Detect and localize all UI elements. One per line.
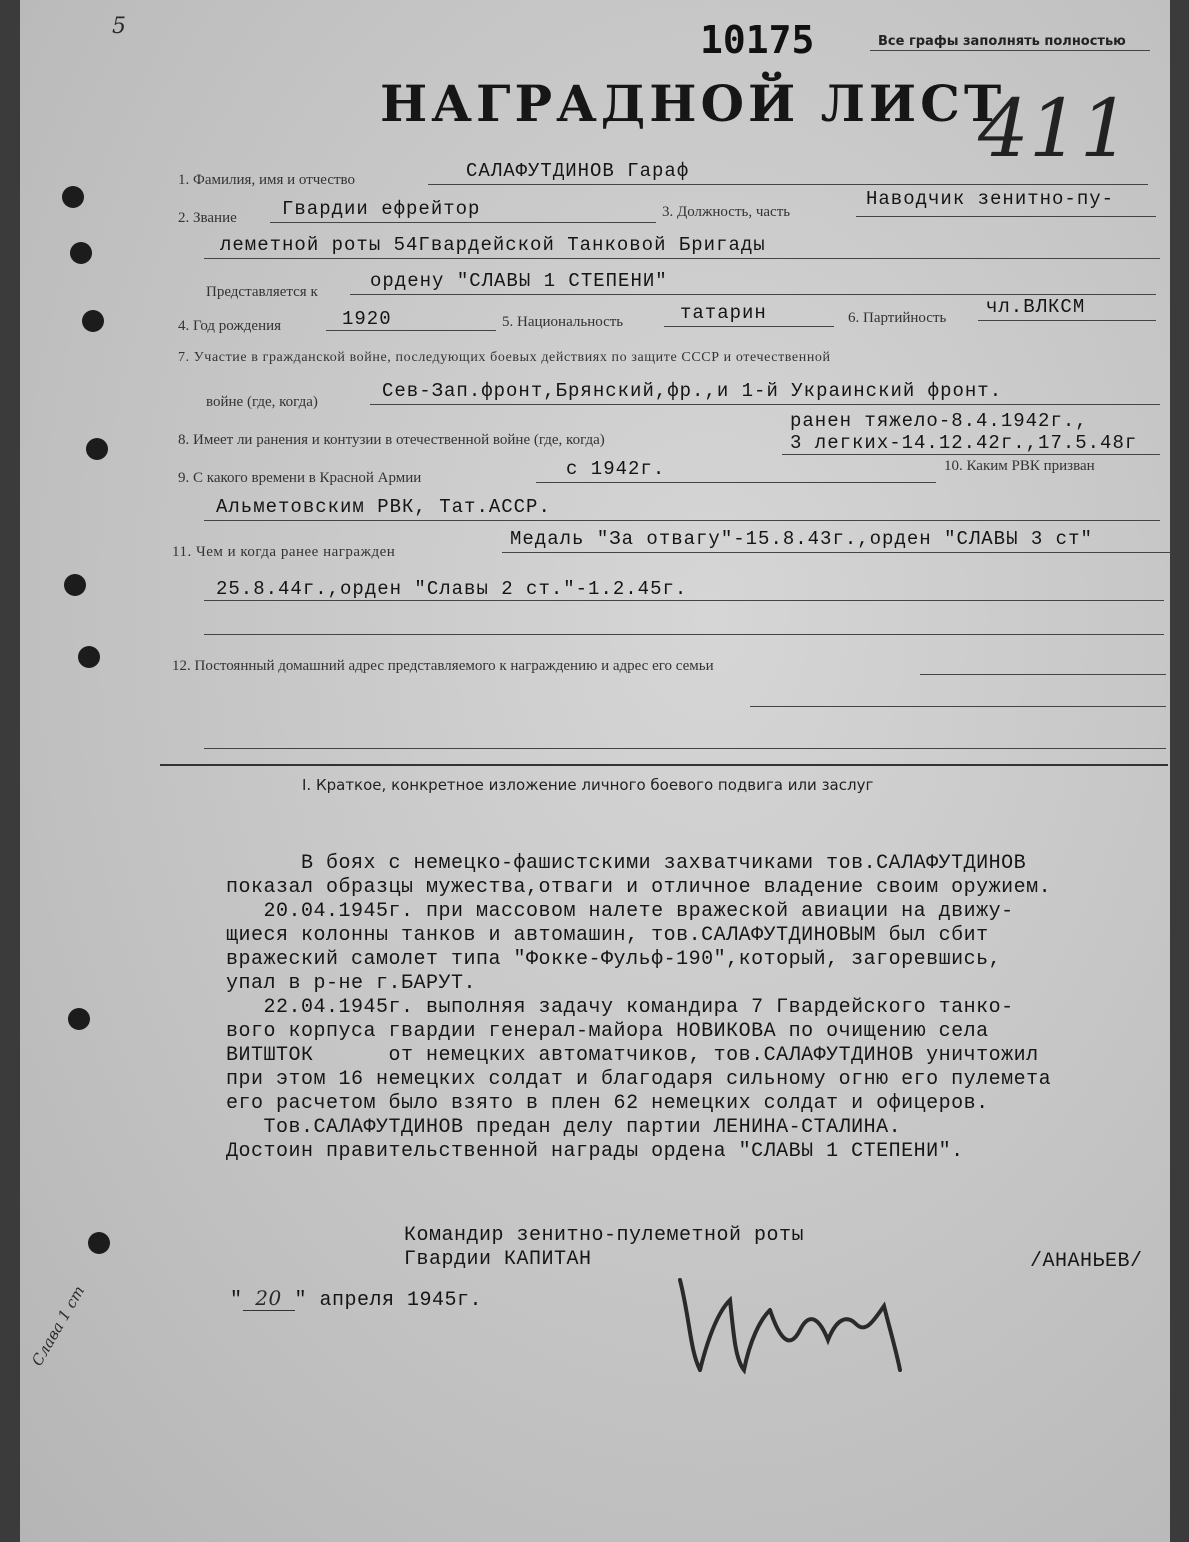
margin-note: Слава 1 ст <box>28 1282 89 1369</box>
field-8-line <box>782 454 1160 455</box>
presented-line <box>350 294 1156 295</box>
field-3-line-cont <box>204 258 1160 259</box>
presented-value: ордену "СЛАВЫ 1 СТЕПЕНИ" <box>370 270 668 292</box>
field-11-line-extra <box>204 634 1164 635</box>
field-6-value: чл.ВЛКСМ <box>986 296 1086 318</box>
fill-note-underline <box>870 50 1150 51</box>
field-11-line-cont <box>204 600 1164 601</box>
punch-hole <box>70 242 92 264</box>
field-5-value: татарин <box>680 302 767 324</box>
narrative-line: вражеский самолет типа "Фокке-Фульф-190",который, загоревшись, <box>226 948 1002 971</box>
narrative-line: вого корпуса гвардии генерал-майора НОВИКОВА по очищению села <box>226 1020 989 1043</box>
field-5-label: 5. Национальность <box>502 314 624 330</box>
field-4-label: 4. Год рождения <box>178 318 282 334</box>
field-8-value-cont: 3 легких-14.12.42г.,17.5.48г <box>790 432 1138 454</box>
punch-hole <box>78 646 100 668</box>
document-sheet <box>20 0 1170 1542</box>
punch-hole <box>68 1008 90 1030</box>
signature-rank: Гвардии КАПИТАН <box>404 1248 592 1271</box>
date-rest: " апреля 1945г. <box>294 1289 483 1312</box>
field-1-value: САЛАФУТДИНОВ Гараф <box>466 160 690 182</box>
narrative-line: В боях с немецко-фашистскими захватчиками тов.САЛАФУТДИНОВ <box>226 852 1027 875</box>
narrative-line: при этом 16 немецких солдат и благодаря сильному огню его пулемета <box>226 1068 1052 1091</box>
field-7-label-cont: войне (где, когда) <box>206 394 318 410</box>
field-3-value-cont: леметной роты 54Гвардейской Танковой Бригады <box>220 234 766 256</box>
corner-note: 5 <box>112 14 126 39</box>
field-11-value-cont: 25.8.44г.,орден "Славы 2 ст."-1.2.45г. <box>216 578 688 600</box>
section-title: I. Краткое, конкретное изложение личного боевого подвига или заслуг <box>302 776 874 794</box>
document-number: 10175 <box>700 18 815 62</box>
fill-note: Все графы заполнять полностью <box>878 34 1126 49</box>
field-9-line <box>536 482 936 483</box>
field-4-line <box>326 330 496 331</box>
punch-hole <box>82 310 104 332</box>
punch-hole <box>64 574 86 596</box>
presented-label: Представляется к <box>206 284 318 300</box>
field-7-label: 7. Участие в гражданской войне, последующих боевых действиях по защите СССР и отечественной <box>178 350 831 365</box>
field-2-value: Гвардии ефрейтор <box>282 198 481 220</box>
narrative-line: щиеся колонны танков и автомашин, тов.САЛАФУТДИНОВЫМ был сбит <box>226 924 989 947</box>
field-8-label: 8. Имеет ли ранения и контузии в отечественной войне (где, когда) <box>178 432 605 448</box>
field-3-label: 3. Должность, часть <box>662 204 791 220</box>
field-8-value: ранен тяжело-8.4.1942г., <box>790 410 1088 432</box>
narrative-line: показал образцы мужества,отваги и отличное владение своим оружием. <box>226 876 1052 899</box>
field-10-value: Альметовским РВК, Тат.АССР. <box>216 496 551 518</box>
field-7-line <box>370 404 1160 405</box>
handwritten-number: 411 <box>978 82 1131 175</box>
field-4-value: 1920 <box>342 308 392 330</box>
field-2-line <box>270 222 656 223</box>
field-12-line-2 <box>750 706 1166 707</box>
field-11-value: Медаль "За отвагу"-15.8.43г.,орден "СЛАВЫ 3 ст" <box>510 528 1093 550</box>
section-divider <box>160 764 1168 766</box>
narrative-line: 22.04.1945г. выполняя задачу командира 7 Гвардейского танко- <box>226 996 1014 1019</box>
field-11-line <box>502 552 1172 553</box>
field-10-line <box>204 520 1160 521</box>
handwritten-signature <box>660 1250 920 1390</box>
punch-hole <box>86 438 108 460</box>
narrative-line: упал в р-не г.БАРУТ. <box>226 972 477 995</box>
date-day: 20 <box>243 1286 295 1311</box>
field-9-label: 9. С какого времени в Красной Армии <box>178 470 422 486</box>
signature-date <box>230 1286 482 1312</box>
field-12-line-3 <box>204 748 1166 749</box>
field-6-line <box>978 320 1156 321</box>
narrative-line: ВИТШТОК от немецких автоматчиков, тов.САЛАФУТДИНОВ уничтожил <box>226 1044 1039 1067</box>
narrative-line: Достоин правительственной награды ордена "СЛАВЫ 1 СТЕПЕНИ". <box>226 1140 964 1163</box>
signature-title: Командир зенитно-пулеметной роты <box>404 1224 805 1247</box>
field-6-label: 6. Партийность <box>848 310 947 326</box>
field-5-line <box>664 326 834 327</box>
narrative-line: его расчетом было взято в плен 62 немецких солдат и офицеров. <box>226 1092 989 1115</box>
field-10-label: 10. Каким РВК призван <box>944 458 1095 474</box>
field-3-value: Наводчик зенитно-пу- <box>866 188 1115 210</box>
field-11-label: 11. Чем и когда ранее награжден <box>172 544 396 560</box>
signature-name: /АНАНЬЕВ/ <box>1030 1250 1143 1273</box>
document-title: НАГРАДНОЙ ЛИСТ <box>380 74 1006 133</box>
field-12-line <box>920 674 1166 675</box>
field-12-label: 12. Постоянный домашний адрес представляемого к награждению и адрес его семьи <box>172 658 714 674</box>
field-3-line <box>856 216 1156 217</box>
field-2-label: 2. Звание <box>178 210 237 226</box>
narrative-line: Тов.САЛАФУТДИНОВ предан делу партии ЛЕНИНА-СТАЛИНА. <box>226 1116 902 1139</box>
date-open-quote: " <box>230 1289 243 1312</box>
field-9-value: с 1942г. <box>566 458 666 480</box>
field-1-line <box>428 184 1148 185</box>
punch-hole <box>62 186 84 208</box>
narrative-line: 20.04.1945г. при массовом налете вражеской авиации на движу- <box>226 900 1014 923</box>
field-1-label: 1. Фамилия, имя и отчество <box>178 172 356 188</box>
field-7-value: Сев-Зап.фронт,Брянский,фр.,и 1-й Украинский фронт. <box>382 380 1003 402</box>
punch-hole <box>88 1232 110 1254</box>
